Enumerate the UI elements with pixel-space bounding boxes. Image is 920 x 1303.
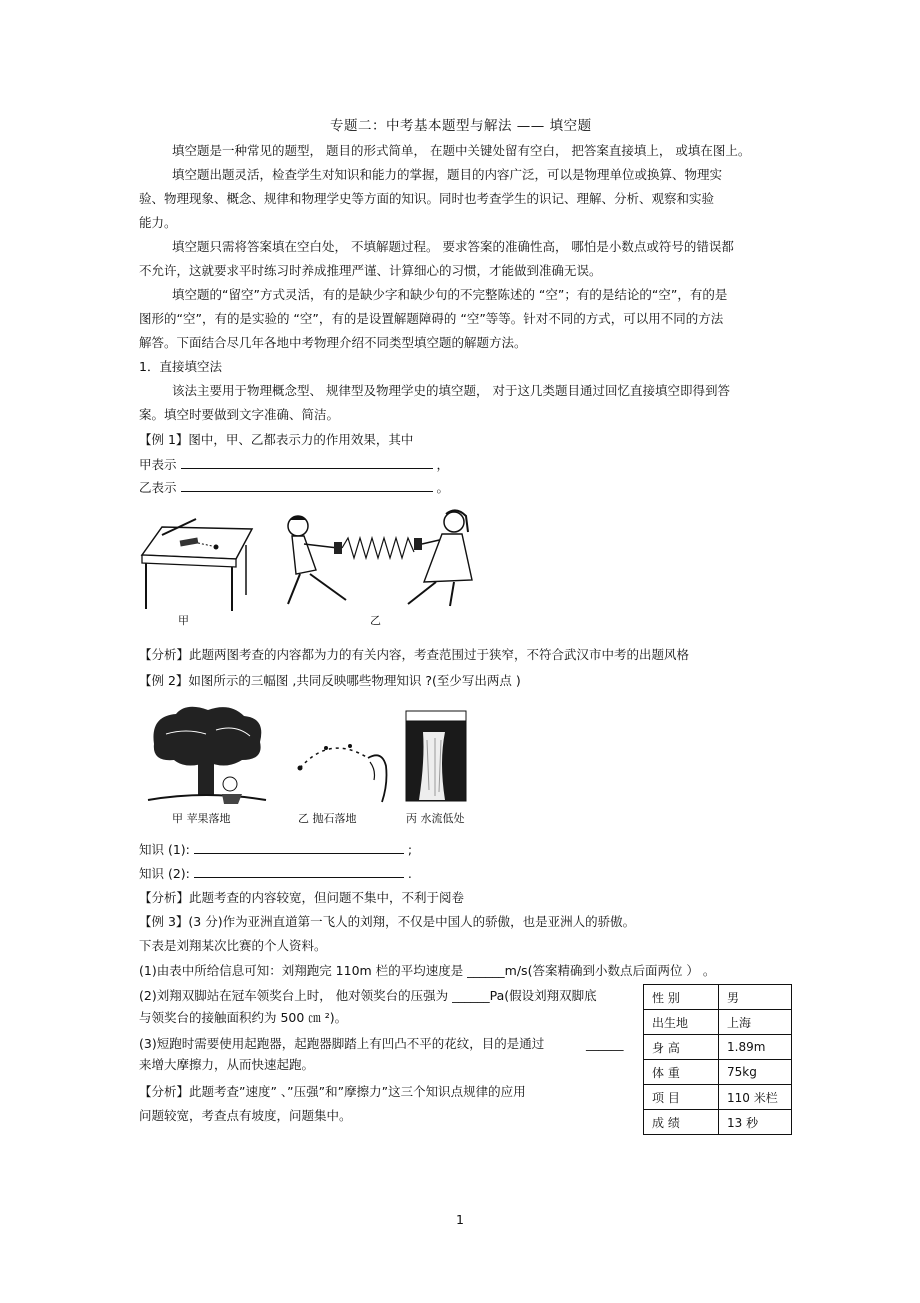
table-value-cell: 男 <box>719 985 792 1010</box>
section-paragraph-line-2: 案。填空时要做到文字准确、简洁。 <box>139 407 340 422</box>
figure-stone-throw <box>290 740 390 806</box>
table-value-cell: 75kg <box>719 1060 792 1085</box>
table-key-cell: 体 重 <box>644 1060 719 1085</box>
answer-blank[interactable] <box>181 479 433 492</box>
intro-paragraph-2-line-2: 验、物理现象、概念、规律和物理学史等方面的知识。同时也考查学生的识记、理解、分析、观察和实验 <box>139 191 715 206</box>
example-1-question: 【例 1】图中，甲、乙都表示力的作用效果，其中 <box>139 432 414 447</box>
table-key-cell: 身 高 <box>644 1035 719 1060</box>
table-row <box>644 1010 792 1035</box>
intro-paragraph-4-line-3: 解答。下面结合尽几年各地中考物理介绍不同类型填空题的解题方法。 <box>139 335 527 350</box>
answer-blank[interactable] <box>181 456 433 469</box>
figure-caption-jia: 甲 <box>178 614 189 627</box>
intro-paragraph-4-line-1: 填空题的“留空”方式灵活，有的是缺少字和缺少句的不完整陈述的 “空”；有的是结论的“空”，有的是 <box>172 287 728 302</box>
answer-end: 。 <box>436 480 449 495</box>
example-3-q2-line-1: (2)刘翔双脚站在冠车领奖台上时， 他对领奖台的压强为 ______Pa(假设刘翔双脚底 <box>139 988 597 1003</box>
table-value-cell: 13 秒 <box>719 1110 792 1135</box>
table-row <box>644 1035 792 1060</box>
table-key-cell: 成 绩 <box>644 1110 719 1135</box>
intro-paragraph-2-line-3: 能力。 <box>139 215 177 230</box>
figure-waterfall <box>405 710 467 802</box>
table-row <box>644 985 792 1010</box>
intro-paragraph-3-line-2: 不允许，这就要求平时练习时养成推理严谨、计算细心的习惯，才能做到准确无误。 <box>139 263 602 278</box>
athlete-info-table <box>643 984 792 1135</box>
example-1-answer-line-2 <box>139 479 449 497</box>
table-row <box>644 1060 792 1085</box>
page-number: 1 <box>456 1212 464 1227</box>
intro-paragraph-4-line-2: 图形的“空”，有的是实验的 “空”，有的是设置解题障碍的 “空”等等。针对不同的方式，可以用不同的方法 <box>139 311 724 326</box>
intro-paragraph-2-line-1: 填空题出题灵活，检查学生对知识和能力的掌握，题目的内容广泛，可以是物理单位或换算、物理实 <box>172 167 723 182</box>
example-1-analysis: 【分析】此题两图考查的内容都为力的有关内容，考查范围过于狭窄，不符合武汉市中考的出题风格 <box>139 647 690 662</box>
table-row <box>644 1085 792 1110</box>
example-2-knowledge-2 <box>139 865 412 883</box>
example-3-question: 【例 3】(3 分)作为亚洲直道第一飞人的刘翔，不仅是中国人的骄傲，也是亚洲人的骄傲。 <box>139 914 636 929</box>
table-value-cell: 110 米栏 <box>719 1085 792 1110</box>
table-key-cell: 性 别 <box>644 985 719 1010</box>
page-title: 专题二：中考基本题型与解法 —— 填空题 <box>330 118 592 134</box>
section-heading: 1．直接填空法 <box>139 359 222 374</box>
answer-label: 乙表示 <box>139 480 177 495</box>
example-2-knowledge-1 <box>139 841 412 859</box>
figure-caption-a: 甲 苹果落地 <box>172 812 231 825</box>
knowledge-blank[interactable] <box>194 865 404 878</box>
table-row <box>644 1110 792 1135</box>
knowledge-blank[interactable] <box>194 841 404 854</box>
example-3-q2-line-2: 与领奖台的接触面积约为 500 ㎝ ²)。 <box>139 1010 348 1025</box>
example-2-analysis: 【分析】此题考查的内容较宽，但问题不集中，不利于阅卷 <box>139 890 465 905</box>
knowledge-label: 知识 (2): <box>139 866 190 881</box>
example-3-q3-line-2: 来增大摩擦力，从而快速起跑。 <box>139 1057 315 1072</box>
figure-caption-yi: 乙 <box>370 614 381 627</box>
answer-end: ， <box>436 457 449 472</box>
figure-apple-tree <box>146 704 268 808</box>
figure-caption-b: 乙 抛石落地 <box>298 812 357 825</box>
example-3-analysis-line-2: 问题较宽，考查点有坡度，问题集中。 <box>139 1108 352 1123</box>
example-3-q1: (1)由表中所给信息可知：刘翔跑完 110m 栏的平均速度是 ______m/s(答案精确到小数点后面两位 ） 。 <box>139 963 716 978</box>
figure-spring-pull <box>276 508 476 612</box>
example-3-intro: 下表是刘翔某次比赛的个人资料。 <box>139 938 327 953</box>
figure-table-push <box>136 515 256 615</box>
example-1-answer-line-1 <box>139 456 449 474</box>
knowledge-end: . <box>407 866 412 881</box>
intro-paragraph-3-line-1: 填空题只需将答案填在空白处， 不填解题过程。 要求答案的准确性高， 哪怕是小数点或符号的错误都 <box>172 239 734 254</box>
example-3-q3-blank[interactable]: ______ <box>586 1036 624 1051</box>
knowledge-label: 知识 (1): <box>139 842 190 857</box>
section-paragraph-line-1: 该法主要用于物理概念型、 规律型及物理学史的填空题， 对于这几类题目通过回忆直接填空即得到答 <box>172 383 730 398</box>
table-value-cell: 1.89m <box>719 1035 792 1060</box>
table-key-cell: 项 目 <box>644 1085 719 1110</box>
example-3-analysis-line-1: 【分析】此题考查”速度” 、”压强”和”摩擦力”这三个知识点规律的应用 <box>139 1084 526 1099</box>
table-value-cell: 上海 <box>719 1010 792 1035</box>
intro-paragraph-1: 填空题是一种常见的题型， 题目的形式简单， 在题中关键处留有空白， 把答案直接填上， 或填在图上。 <box>172 143 751 158</box>
answer-label: 甲表示 <box>139 457 177 472</box>
example-3-q3-line-1: (3)短跑时需要使用起跑器，起跑器脚踏上有凹凸不平的花纹，目的是通过 <box>139 1036 545 1051</box>
figure-caption-c: 丙 水流低处 <box>406 812 465 825</box>
knowledge-end: ; <box>407 842 413 857</box>
table-key-cell: 出生地 <box>644 1010 719 1035</box>
example-2-question: 【例 2】如图所示的三幅图 ,共同反映哪些物理知识 ?(至少写出两点 ) <box>139 673 521 688</box>
